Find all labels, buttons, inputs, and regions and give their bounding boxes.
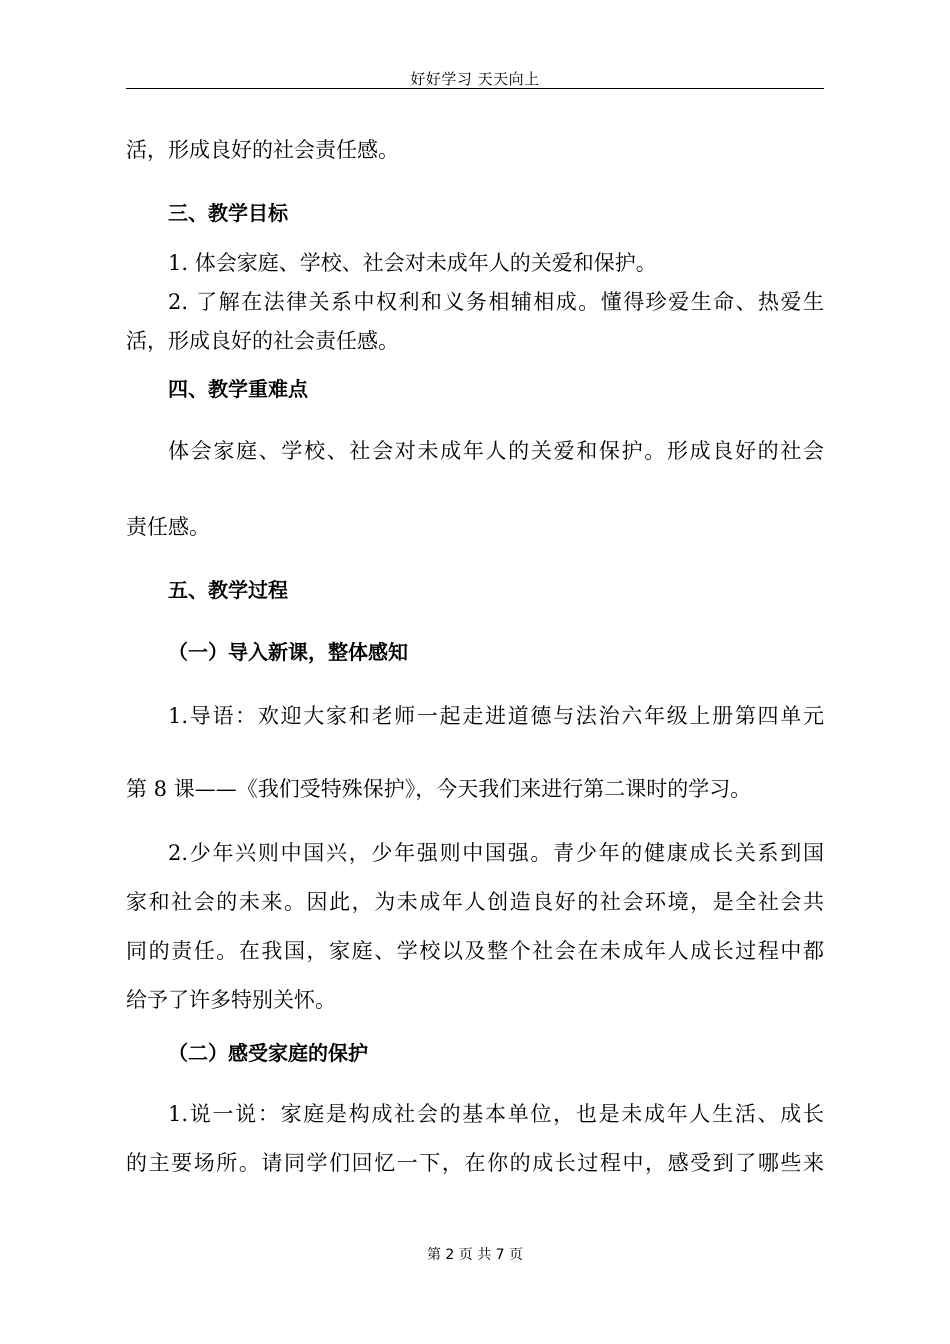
paragraph-line: 活，形成良好的社会责任感。 — [126, 138, 399, 162]
paragraph-line: 1.导语：欢迎大家和老师一起走进道德与法治六年级上册第四单元 — [168, 704, 824, 728]
page-header: 好好学习 天天向上 — [410, 70, 540, 88]
header-divider — [126, 88, 824, 89]
paragraph-line: 2. 了解在法律关系中权利和义务相辅相成。懂得珍爱生命、热爱生 — [168, 290, 824, 314]
paragraph-line: 的主要场所。请同学们回忆一下，在你的成长过程中，感受到了哪些来 — [126, 1151, 824, 1175]
section-heading-objectives: 三、教学目标 — [168, 201, 288, 225]
paragraph-line: 责任感。 — [126, 515, 210, 539]
subsection-heading-family: （二）感受家庭的保护 — [168, 1041, 368, 1065]
subsection-heading-intro: （一）导入新课，整体感知 — [168, 640, 408, 664]
paragraph-line: 第 8 课——《我们受特殊保护》，今天我们来进行第二课时的学习。 — [126, 777, 752, 801]
paragraph-line: 家和社会的未来。因此，为未成年人创造良好的社会环境，是全社会共 — [126, 890, 824, 914]
paragraph-line: 1.说一说：家庭是构成社会的基本单位，也是未成年人生活、成长 — [168, 1102, 824, 1126]
paragraph-line: 体会家庭、学校、社会对未成年人的关爱和保护。形成良好的社会 — [168, 439, 824, 463]
section-heading-process: 五、教学过程 — [168, 578, 288, 602]
paragraph-line: 1. 体会家庭、学校、社会对未成年人的关爱和保护。 — [168, 251, 657, 275]
paragraph-line: 2.少年兴则中国兴，少年强则中国强。青少年的健康成长关系到国 — [168, 841, 824, 865]
paragraph-line: 给予了许多特别关怀。 — [126, 988, 336, 1012]
section-heading-key-points: 四、教学重难点 — [168, 377, 308, 401]
paragraph-line: 活，形成良好的社会责任感。 — [126, 329, 399, 353]
page-number: 第 2 页 共 7 页 — [426, 1247, 524, 1263]
paragraph-line: 同的责任。在我国，家庭、学校以及整个社会在未成年人成长过程中都 — [126, 939, 824, 963]
